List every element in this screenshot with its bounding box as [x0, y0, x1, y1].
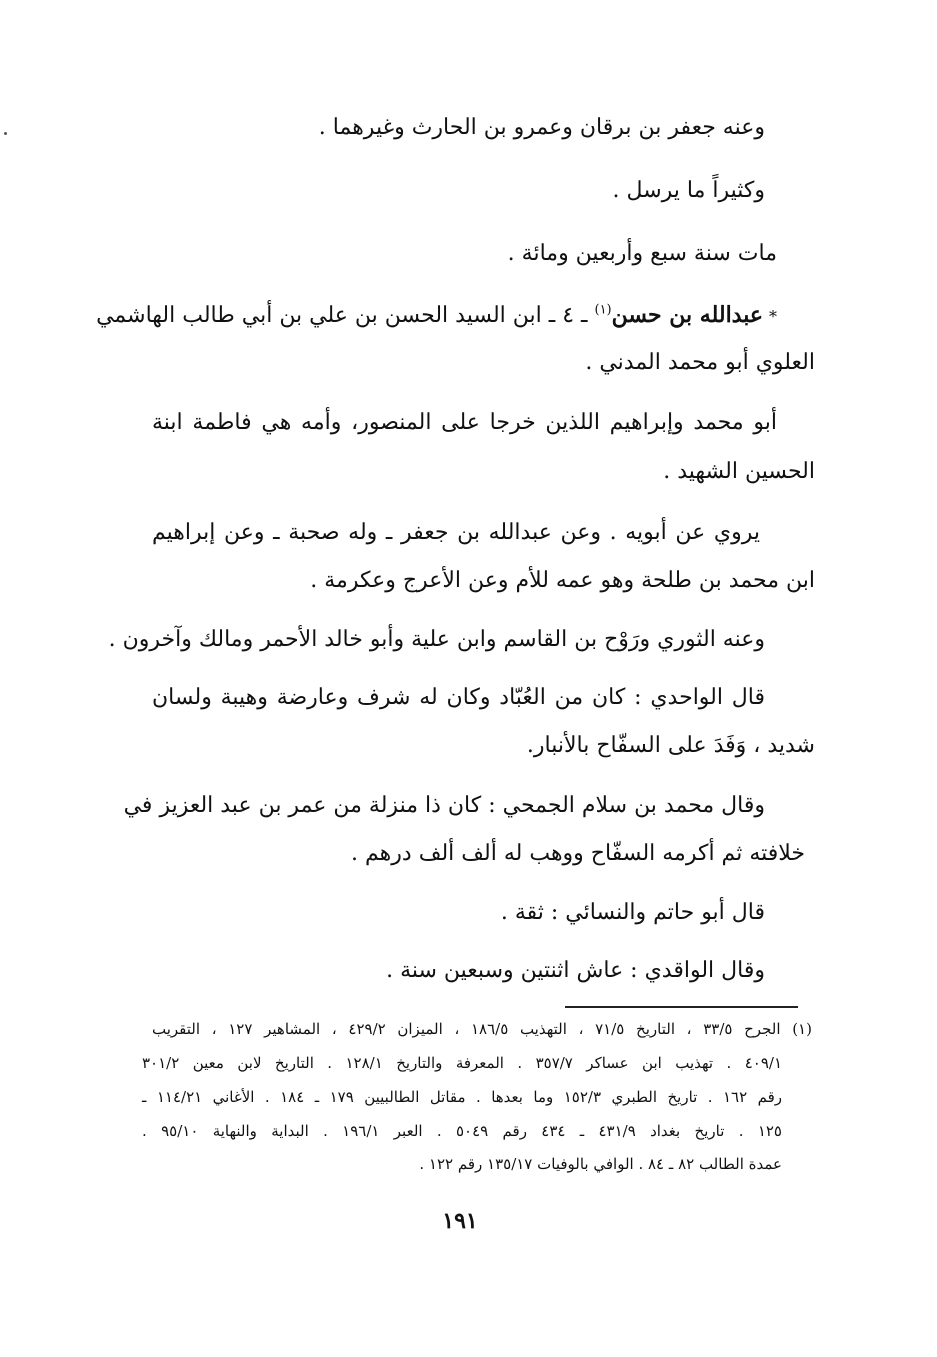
body-line-5: العلوي أبو محمد المدني .: [585, 350, 815, 375]
body-line-2: وكثيراً ما يرسل .: [612, 178, 765, 203]
page-number: ١٩١: [442, 1208, 478, 1234]
footnote-line-4: ١٢٥ . تاريخ بغداد ٤٣١/٩ ـ ٤٣٤ رقم ٥٠٤٩ . العبر ١٩٦/١ . البداية والنهاية ٩٥/١٠ .: [142, 1122, 782, 1140]
body-line-1: وعنه جعفر بن برقان وعمرو بن الحارث وغيرهما .: [318, 115, 765, 140]
body-line-13: وقال محمد بن سلام الجمحي : كان ذا منزلة من عمر بن عبد العزيز في: [123, 793, 765, 818]
footnote-separator: [565, 1006, 798, 1008]
body-line-8: يروي عن أبويه . وعن عبدالله بن جعفر ـ وله صحبة ـ وعن إبراهيم: [152, 520, 760, 545]
body-line-15: قال أبو حاتم والنسائي : ثقة .: [500, 900, 765, 925]
body-line-7: الحسين الشهيد .: [663, 459, 815, 484]
footnote-reference: (١): [594, 302, 612, 318]
body-line-6: أبو محمد وإبراهيم اللذين خرجا على المنصور، وأمه هي فاطمة ابنة: [152, 410, 777, 435]
body-line-14: خلافته ثم أكرمه السفّاح ووهب له ألف ألف درهم .: [351, 841, 805, 866]
body-line-10: وعنه الثوري ورَوْح بن القاسم وابن علية وأبو خالد الأحمر ومالك وآخرون .: [108, 627, 765, 652]
entry-marker: *: [769, 307, 777, 326]
entry-name: عبدالله بن حسن: [611, 302, 763, 328]
entry-heading-line: [96, 300, 777, 332]
body-line-11: قال الواحدي : كان من العُبّاد وكان له شرف وعارضة وهيبة ولسان: [152, 685, 765, 710]
entry-lineage: ـ ٤ ـ ابن السيد الحسن بن علي بن أبي طالب الهاشمي: [96, 303, 588, 328]
footnote-line-1: (١) الجرح ٣٣/٥ ، التاريخ ٧١/٥ ، التهذيب ١٨٦/٥ ، الميزان ٤٢٩/٢ ، المشاهير ١٢٧ ، التقريب: [152, 1020, 812, 1038]
footnote-line-2: ٤٠٩/١ . تهذيب ابن عساكر ٣٥٧/٧ . المعرفة والتاريخ ١٢٨/١ . التاريخ لابن معين ٣٠١/٢: [142, 1054, 782, 1072]
body-line-12: شديد ، وَفَدَ على السفّاح بالأنبار.: [526, 733, 815, 758]
footnote-line-3: رقم ١٦٢ . تاريخ الطبري ١٥٢/٣ وما بعدها . مقاتل الطالبيين ١٧٩ ـ ١٨٤ . الأغاني ١١٤/٢١ ـ: [142, 1088, 782, 1106]
footnote-line-5: عمدة الطالب ٨٢ ـ ٨٤ . الوافي بالوفيات ١٣٥/١٧ رقم ١٢٢ .: [419, 1155, 782, 1173]
body-line-16: وقال الواقدي : عاش اثنتين وسبعين سنة .: [386, 958, 765, 983]
body-line-9: ابن محمد بن طلحة وهو عمه للأم وعن الأعرج وعكرمة .: [310, 568, 815, 593]
margin-mark: [4, 132, 7, 135]
body-line-3: مات سنة سبع وأربعين ومائة .: [507, 241, 777, 266]
